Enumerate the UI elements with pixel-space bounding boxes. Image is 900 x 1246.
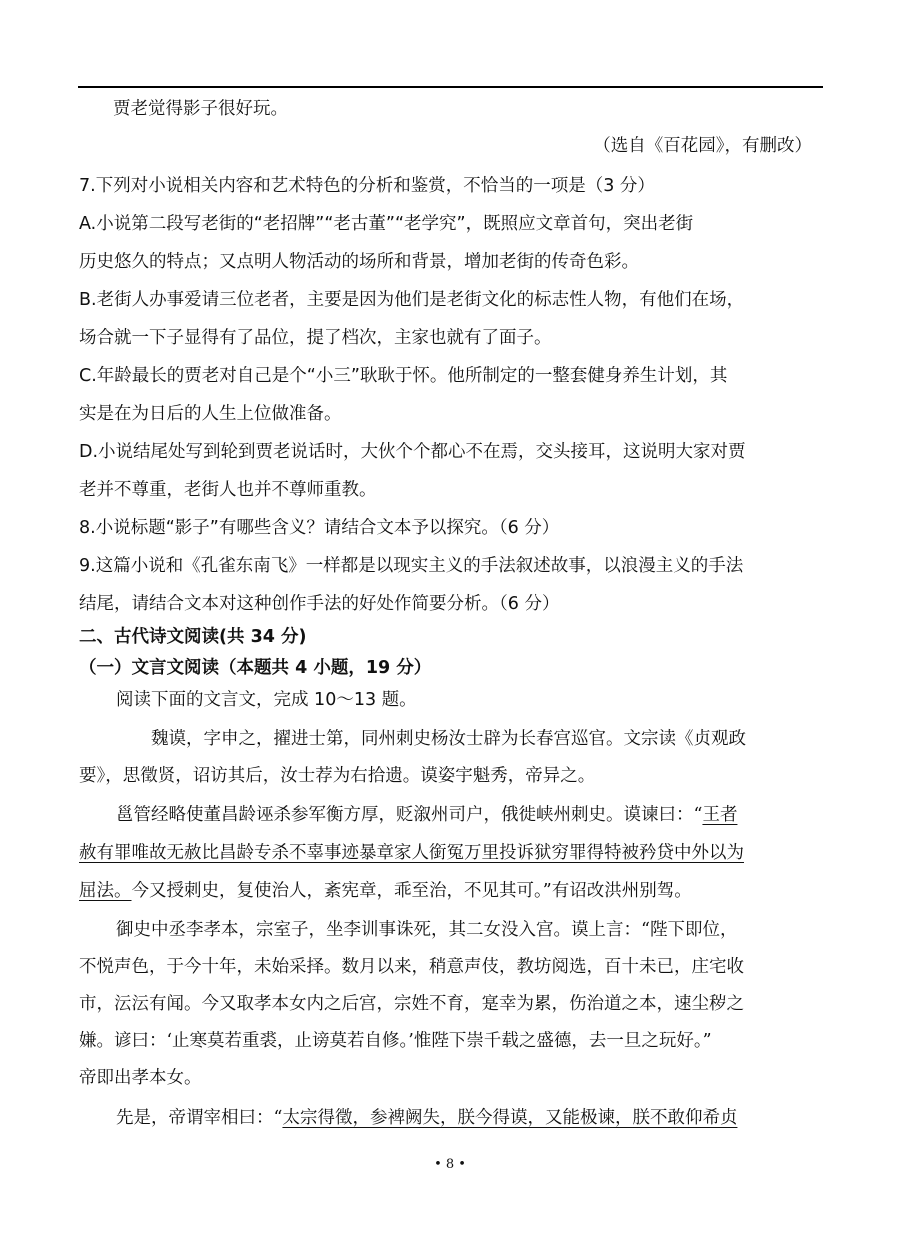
classical-paragraph-3-line-5: 帝即出孝本女。 xyxy=(79,1068,202,1088)
underlined-translation-passage-2: 太宗得徵，参裨阙失，朕今得谟，又能极谏，朕不敢仰希贞 xyxy=(282,1108,738,1128)
classical-paragraph-3: 御史中丞李孝本，宗室子，坐李训事诛死，其二女没入宫。谟上言：“陛下即位， xyxy=(116,920,738,940)
classical-paragraph-2-end xyxy=(79,879,692,903)
question-7-option-c: C.年龄最长的贾老对自己是个“小三”耿耿于怀。他所制定的一整套健身养生计划，其 xyxy=(79,366,728,386)
question-7-option-b-cont: 场合就一下子显得有了品位，提了档次，主家也就有了面子。 xyxy=(79,328,552,348)
question-7-option-d-cont: 老并不尊重，老街人也并不尊师重教。 xyxy=(79,480,377,500)
classical-paragraph-4 xyxy=(116,1106,737,1130)
header-rule xyxy=(78,86,823,88)
source-note: （选自《百花园》，有删改） xyxy=(593,136,812,156)
classical-paragraph-2 xyxy=(116,803,737,827)
question-9: 9.这篇小说和《孔雀东南飞》一样都是以现实主义的手法叙述故事，以浪漫主义的手法 xyxy=(79,556,744,576)
paragraph-2-rest: 今又授刺史，复使治人，紊宪章，乖至治，不见其可。”有诏改洪州别驾。 xyxy=(131,881,692,901)
question-9-cont: 结尾，请结合文本对这种创作手法的好处作简要分析。（6 分） xyxy=(79,594,560,614)
underlined-translation-passage-1-cont: 赦有罪唯故无赦比昌龄专杀不辜事迹暴章家人銜冤万里投诉狱穷罪得特被矜贷中外以为 xyxy=(79,843,744,863)
question-7-option-a-cont: 历史悠久的特点；又点明人物活动的场所和背景，增加老街的传奇色彩。 xyxy=(79,252,639,272)
paragraph-2-text: 邕管经略使董昌龄诬杀参军衡方厚，贬溆州司户，俄徙峡州刺史。谟谏曰：“ xyxy=(116,805,703,825)
reading-instruction: 阅读下面的文言文，完成 10～13 题。 xyxy=(116,690,417,710)
question-7-option-c-cont: 实是在为日后的人生上位做准备。 xyxy=(79,404,342,424)
question-7-option-d: D.小说结尾处写到轮到贾老说话时，大伙个个都心不在焉，交头接耳，这说明大家对贾 xyxy=(79,442,746,462)
underlined-translation-passage-1: 王者 xyxy=(702,805,738,825)
paragraph-4-text: 先是，帝谓宰相曰：“ xyxy=(116,1108,283,1128)
page-number: • 8 • xyxy=(434,1157,466,1172)
question-8: 8.小说标题“影子”有哪些含义？请结合文本予以探究。（6 分） xyxy=(79,518,560,538)
passage-last-sentence: 贾老觉得影子很好玩。 xyxy=(113,99,288,119)
classical-paragraph-3-line-2: 不悦声色，于今十年，未始采择。数月以来，稍意声伎，教坊阅选，百十未已，庄宅收 xyxy=(79,957,744,977)
subsection-heading: （一）文言文阅读（本题共 4 小题，19 分） xyxy=(79,658,432,678)
classical-paragraph-1-cont: 要》，思徵贤，诏访其后，汝士荐为右拾遗。谟姿宇魁秀，帝异之。 xyxy=(79,766,596,786)
section-heading: 二、古代诗文阅读(共 34 分) xyxy=(79,627,307,647)
question-7-option-b: B.老街人办事爱请三位老者，主要是因为他们是老街文化的标志性人物，有他们在场， xyxy=(79,290,745,310)
underlined-translation-passage-1-end: 屈法。 xyxy=(79,881,132,901)
classical-paragraph-1: 魏谟，字申之，擢进士第，同州刺史杨汝士辟为长春宫巡官。文宗读《贞观政 xyxy=(151,729,746,749)
question-7-stem: 7.下列对小说相关内容和艺术特色的分析和鉴赏，不恰当的一项是（3 分） xyxy=(79,176,655,196)
classical-paragraph-3-line-4: 嫌。谚曰：‘止寒莫若重裘，止谤莫若自修。’惟陛下崇千载之盛德，去一旦之玩好。” xyxy=(79,1031,712,1051)
classical-paragraph-3-line-3: 市，沄沄有闻。今又取孝本女内之后宫，宗姓不育，寔幸为累，伤治道之本，速尘秽之 xyxy=(79,994,744,1014)
question-7-option-a: A.小说第二段写老街的“老招牌”“老古董”“老学究”，既照应文章首句，突出老街 xyxy=(79,214,694,234)
